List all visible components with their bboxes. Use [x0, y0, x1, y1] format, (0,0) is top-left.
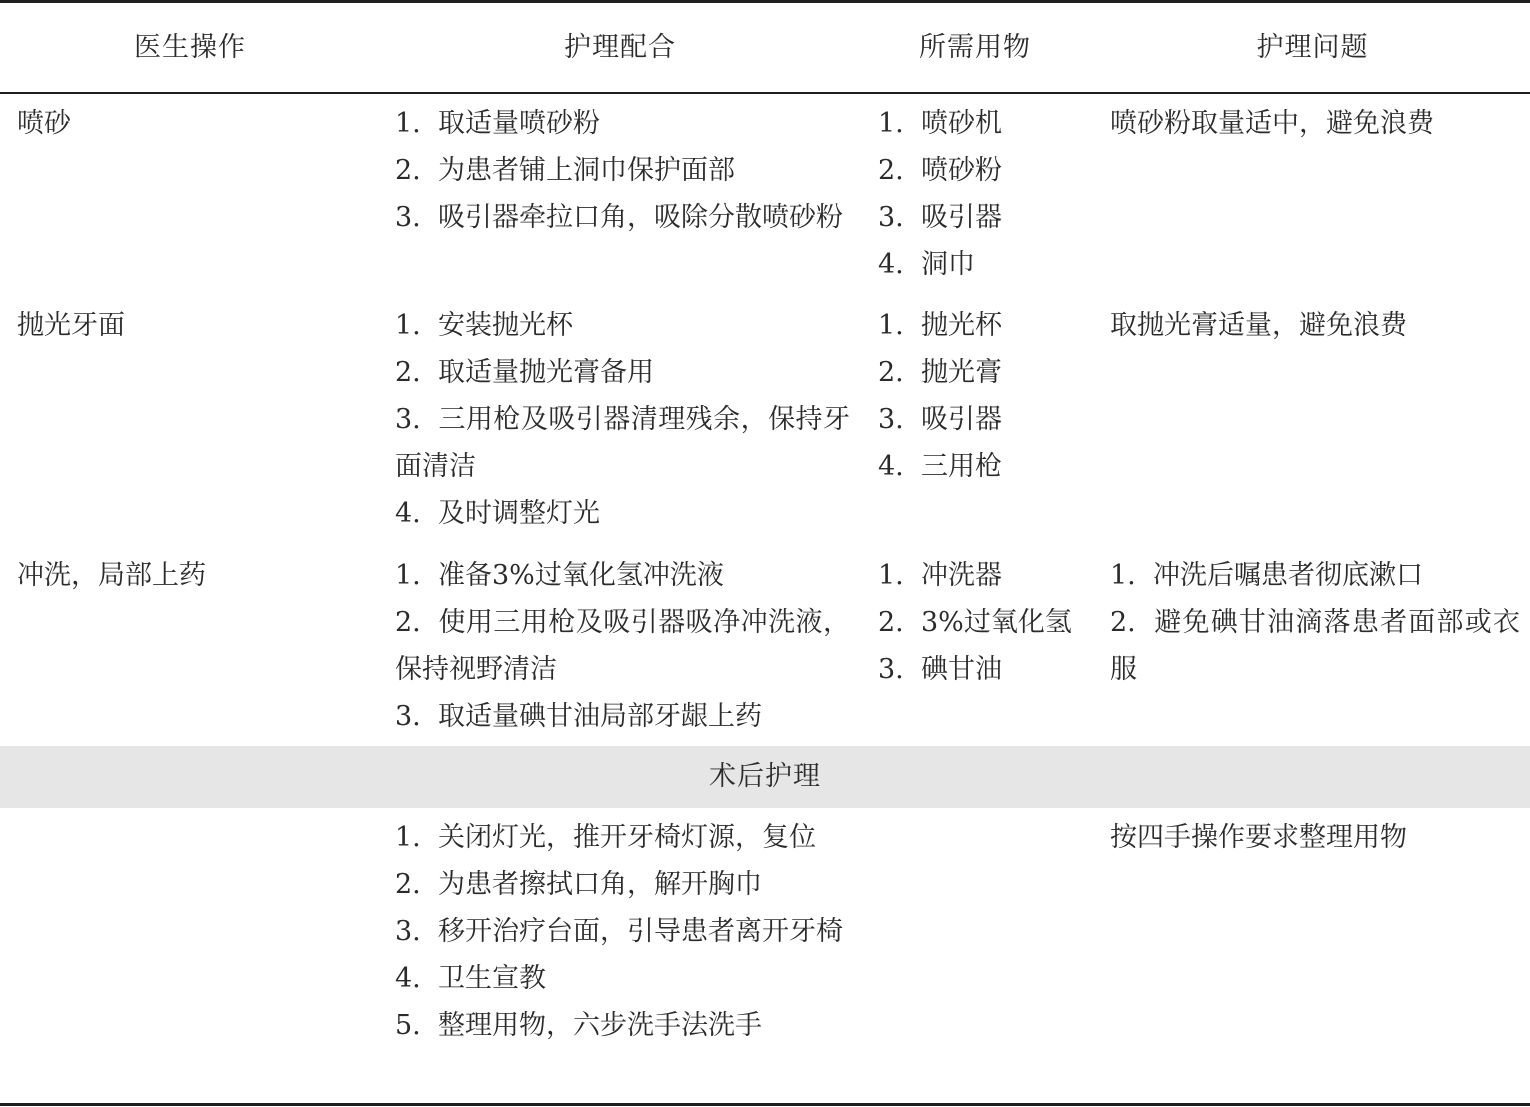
item-number: 1. [878, 560, 904, 591]
nursing-item [395, 349, 850, 396]
item-text: 冲洗后嘱患者彻底漱口 [1153, 560, 1423, 591]
issues-cell [1110, 302, 1520, 349]
doctor-operation-cell: 冲洗，局部上药 [17, 560, 206, 591]
item-text: 为患者铺上洞巾保护面部 [438, 155, 735, 186]
supply-item [878, 646, 1093, 693]
item-number: 1. [1110, 560, 1136, 591]
nursing-item [395, 908, 850, 955]
item-number: 5. [395, 1010, 421, 1041]
item-text: 3%过氧化氢 [921, 607, 1072, 638]
nursing-item [395, 490, 850, 537]
item-text: 三用枪及吸引器清理残余，保持牙面清洁 [395, 404, 850, 482]
item-number: 2. [878, 607, 904, 638]
item-text: 三用枪 [921, 451, 1002, 482]
item-number: 3. [395, 701, 421, 732]
item-text: 为患者擦拭口角，解开胸巾 [438, 869, 762, 900]
nursing-item [395, 599, 850, 693]
issue-item [1110, 552, 1520, 599]
supply-item [878, 100, 1093, 147]
nursing-item [395, 552, 850, 599]
item-text: 避免碘甘油滴落患者面部或衣服 [1110, 607, 1520, 685]
item-text: 取适量喷砂粉 [438, 108, 600, 139]
supplies-cell [878, 302, 1093, 490]
supply-item [878, 194, 1093, 241]
nursing-item [395, 147, 850, 194]
nursing-item [395, 693, 850, 740]
item-text: 吸引器牵拉口角，吸除分散喷砂粉 [438, 202, 843, 233]
item-text: 使用三用枪及吸引器吸净冲洗液，保持视野清洁 [395, 607, 850, 685]
nursing-item [395, 861, 850, 908]
item-text: 冲洗器 [921, 560, 1002, 591]
issue-item: 取抛光膏适量，避免浪费 [1110, 310, 1407, 341]
doctor-operation-cell: 喷砂 [17, 108, 71, 139]
supply-item [878, 396, 1093, 443]
supply-item [878, 349, 1093, 396]
item-text: 准备3%过氧化氢冲洗液 [438, 560, 724, 591]
item-number: 1. [395, 310, 421, 341]
section-title: 术后护理 [709, 761, 821, 792]
section-band [0, 746, 1530, 808]
issues-cell [1110, 100, 1520, 147]
item-text: 卫生宣教 [438, 963, 546, 994]
item-text: 及时调整灯光 [438, 498, 600, 529]
header-nursing-issues: 护理问题 [1256, 32, 1369, 63]
header-rule [0, 92, 1530, 94]
item-text: 喷砂粉 [921, 155, 1002, 186]
nursing-item [395, 302, 850, 349]
header-supplies: 所需用物 [919, 32, 1031, 63]
supply-item [878, 241, 1093, 288]
item-number: 1. [395, 108, 421, 139]
item-number: 2. [395, 357, 421, 388]
item-text: 整理用物，六步洗手法洗手 [438, 1010, 762, 1041]
supply-item [878, 147, 1093, 194]
nursing-item [395, 396, 850, 490]
table-top-rule [0, 0, 1530, 3]
item-text: 吸引器 [921, 202, 1002, 233]
item-number: 2. [878, 155, 904, 186]
item-text: 吸引器 [921, 404, 1002, 435]
issue-item: 喷砂粉取量适中，避免浪费 [1110, 108, 1434, 139]
item-number: 3. [878, 654, 904, 685]
issues-cell [1110, 552, 1520, 693]
item-text: 取适量碘甘油局部牙龈上药 [438, 701, 762, 732]
nursing-item [395, 194, 850, 241]
item-number: 4. [878, 451, 904, 482]
item-number: 2. [395, 607, 421, 638]
item-number: 3. [395, 916, 421, 947]
supply-item [878, 599, 1093, 646]
item-number: 3. [395, 404, 421, 435]
issue-item: 按四手操作要求整理用物 [1110, 822, 1407, 853]
item-text: 取适量抛光膏备用 [438, 357, 654, 388]
item-number: 2. [1110, 607, 1136, 638]
item-number: 2. [878, 357, 904, 388]
item-number: 4. [878, 249, 904, 280]
item-number: 3. [878, 404, 904, 435]
item-text: 移开治疗台面，引导患者离开牙椅 [438, 916, 843, 947]
supply-item [878, 443, 1093, 490]
supply-item [878, 302, 1093, 349]
nursing-cell [395, 552, 850, 740]
header-nursing-cooperation: 护理配合 [564, 32, 676, 63]
item-number: 1. [878, 310, 904, 341]
item-text: 碘甘油 [921, 654, 1002, 685]
item-text: 喷砂机 [921, 108, 1002, 139]
nursing-item [395, 1002, 850, 1049]
item-number: 4. [395, 963, 421, 994]
supply-item [878, 552, 1093, 599]
item-number: 4. [395, 498, 421, 529]
item-text: 洞巾 [921, 249, 975, 280]
doctor-operation-cell: 抛光牙面 [17, 310, 125, 341]
issues-cell [1110, 814, 1520, 861]
issue-item [1110, 599, 1520, 693]
item-number: 2. [395, 869, 421, 900]
nursing-item [395, 814, 850, 861]
table-bottom-rule [0, 1103, 1530, 1106]
item-number: 2. [395, 155, 421, 186]
item-text: 抛光膏 [921, 357, 1002, 388]
header-doctor-operation: 医生操作 [134, 32, 246, 63]
supplies-cell [878, 552, 1093, 693]
item-number: 3. [395, 202, 421, 233]
nursing-cell [395, 814, 850, 1049]
nursing-item [395, 955, 850, 1002]
item-text: 安装抛光杯 [438, 310, 573, 341]
item-text: 抛光杯 [921, 310, 1002, 341]
nursing-cell [395, 100, 850, 241]
nursing-item [395, 100, 850, 147]
nursing-cell [395, 302, 850, 537]
item-number: 1. [395, 822, 421, 853]
item-number: 1. [395, 560, 421, 591]
supplies-cell [878, 100, 1093, 288]
item-text: 关闭灯光，推开牙椅灯源，复位 [438, 822, 816, 853]
item-number: 3. [878, 202, 904, 233]
item-number: 1. [878, 108, 904, 139]
